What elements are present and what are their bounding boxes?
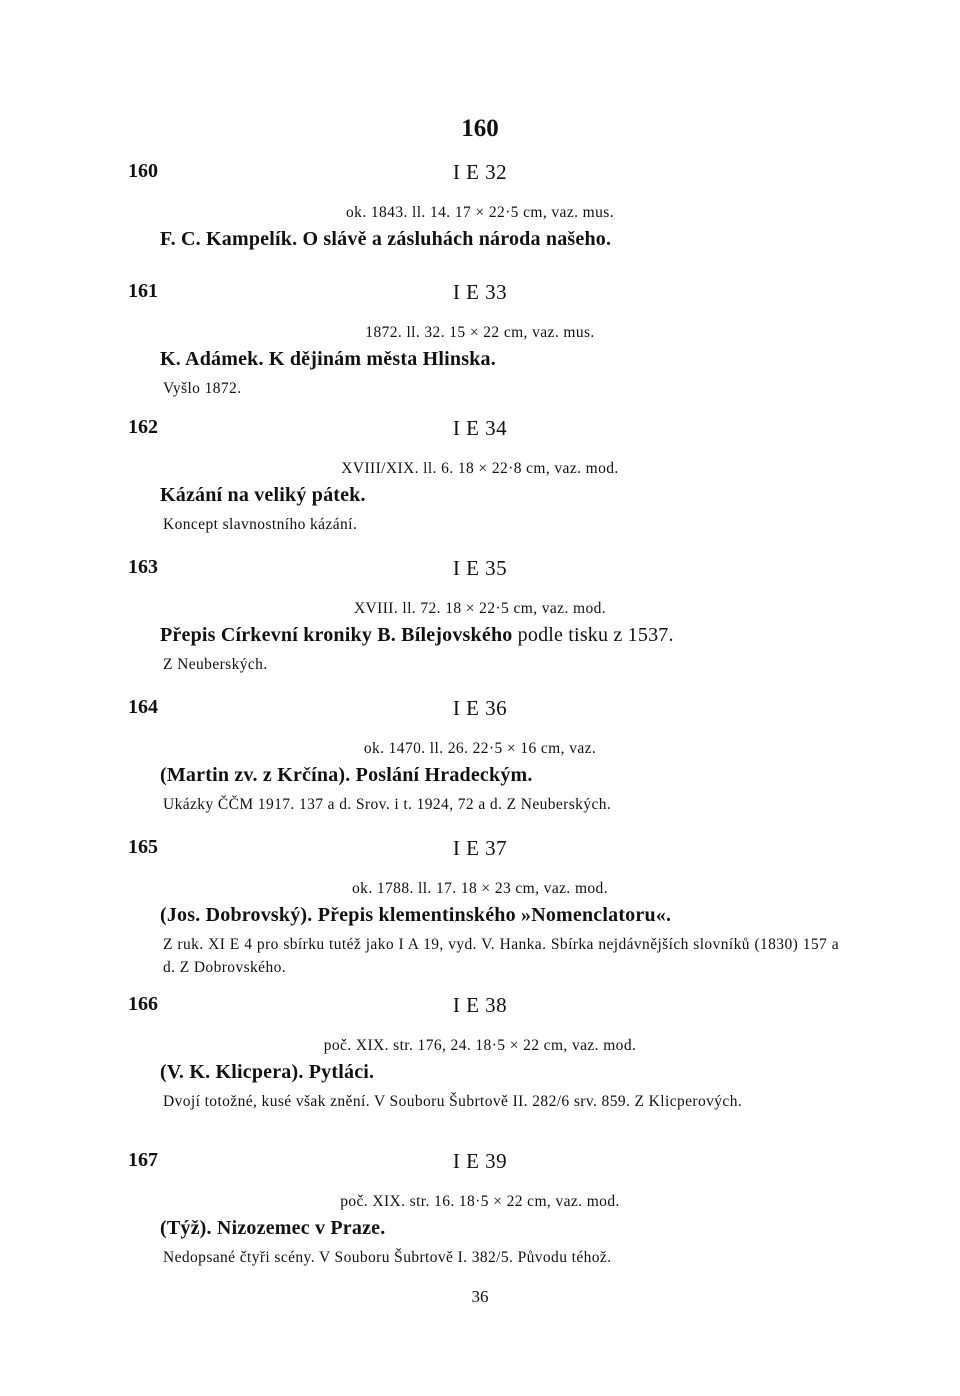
entry-physical-description: ok. 1788. ll. 17. 18 × 23 cm, vaz. mod. xyxy=(352,880,608,897)
entry-signature: I E 32 xyxy=(452,160,508,184)
entry-note: Z Neuberských. xyxy=(163,656,268,673)
entry-number: 160 xyxy=(128,160,158,182)
entry-note: Ukázky ČČM 1917. 137 a d. Srov. i t. 1924, 72 a d. Z Neuberských. xyxy=(163,796,612,813)
entry-title xyxy=(160,764,840,787)
page-number: 36 xyxy=(471,1287,489,1306)
entry-title-bold: (Týž). Nizozemec v Praze. xyxy=(160,1217,386,1239)
entry-note: Nedopsané čtyři scény. V Souboru Šubrtově I. 382/5. Původu téhož. xyxy=(163,1249,612,1266)
entry-signature: I E 36 xyxy=(452,696,508,720)
entry-title-bold: (Martin zv. z Krčína). Poslání Hradeckým. xyxy=(160,764,533,786)
entry-title xyxy=(160,624,840,647)
entry-title xyxy=(160,228,840,251)
entry-number: 165 xyxy=(128,836,158,858)
entry-note: Z ruk. XI E 4 pro sbírku tutéž jako I A 19, vyd. V. Hanka. Sbírka nejdávnějších slovníků (1830) 157 a d. Z Dobrovského. xyxy=(163,936,839,976)
entry-number: 163 xyxy=(128,556,158,578)
entry-note: Dvojí totožné, kusé však znění. V Souboru Šubrtově II. 282/6 srv. 859. Z Klicperových. xyxy=(163,1093,743,1110)
entry-signature: I E 33 xyxy=(452,280,508,304)
entry-physical-description: 1872. ll. 32. 15 × 22 cm, vaz. mus. xyxy=(365,324,595,341)
entry-note: Vyšlo 1872. xyxy=(163,380,242,397)
entry-title xyxy=(160,1217,840,1240)
entry-title-bold: Kázání na veliký pátek. xyxy=(160,484,366,506)
entry-number: 166 xyxy=(128,993,158,1015)
entry-title-bold: Přepis Církevní kroniky B. Bílejovského xyxy=(160,624,513,646)
entry-number: 164 xyxy=(128,696,158,718)
entry-title-bold: (Jos. Dobrovský). Přepis klementinského »Nomenclatoru«. xyxy=(160,904,672,926)
entry-title-bold: K. Adámek. K dějinám města Hlinska. xyxy=(160,348,496,370)
entry-physical-description: ok. 1470. ll. 26. 22·5 × 16 cm, vaz. xyxy=(363,740,597,757)
entry-physical-description: poč. XIX. str. 16. 18·5 × 22 cm, vaz. mod. xyxy=(340,1193,620,1210)
entry-number: 167 xyxy=(128,1149,158,1171)
entry-signature: I E 35 xyxy=(452,556,508,580)
page-header-number: 160 xyxy=(461,115,499,142)
entry-title xyxy=(160,348,840,371)
entry-signature: I E 39 xyxy=(452,1149,508,1173)
entry-physical-description: ok. 1843. ll. 14. 17 × 22·5 cm, vaz. mus. xyxy=(346,204,614,221)
entry-physical-description: XVIII/XIX. ll. 6. 18 × 22·8 cm, vaz. mod. xyxy=(341,460,619,477)
entry-title-bold: (V. K. Klicpera). Pytláci. xyxy=(160,1061,375,1083)
entry-title xyxy=(160,1061,840,1084)
entry-signature: I E 38 xyxy=(452,993,508,1017)
entry-title-plain: podle tisku z 1537. xyxy=(512,624,674,646)
entry-physical-description: poč. XIX. str. 176, 24. 18·5 × 22 cm, vaz. mod. xyxy=(323,1037,637,1054)
entry-physical-description: XVIII. ll. 72. 18 × 22·5 cm, vaz. mod. xyxy=(353,600,607,617)
entry-signature: I E 34 xyxy=(452,416,508,440)
entry-note: Koncept slavnostního kázání. xyxy=(163,516,358,533)
entry-title-bold: F. C. Kampelík. O slávě a zásluhách národa našeho. xyxy=(160,228,612,250)
entry-title xyxy=(160,484,840,507)
entry-number: 162 xyxy=(128,416,158,438)
entry-number: 161 xyxy=(128,280,158,302)
entry-signature: I E 37 xyxy=(452,836,508,860)
entry-title xyxy=(160,904,840,927)
